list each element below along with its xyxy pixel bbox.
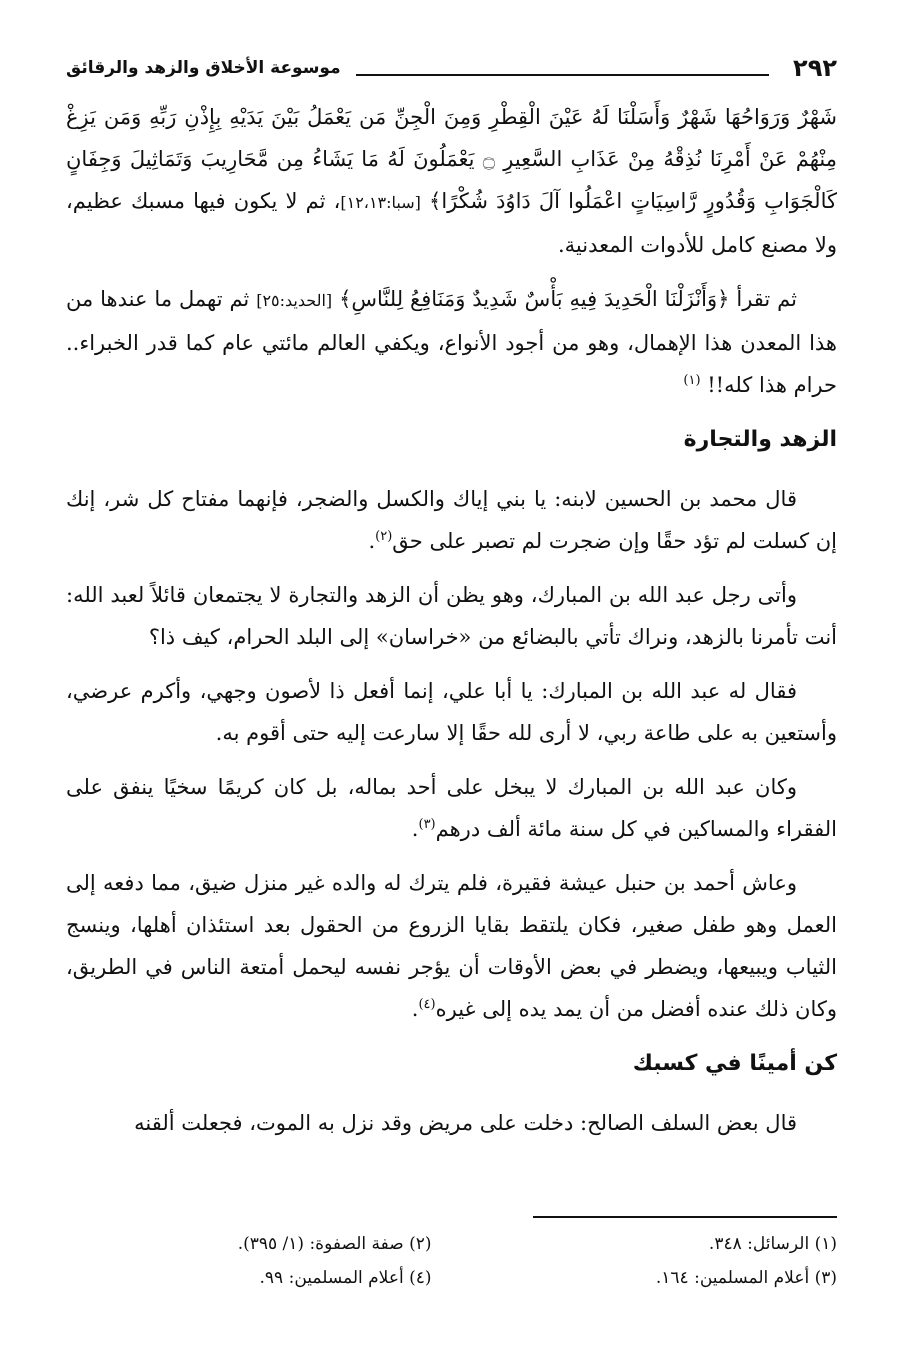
footnote-marker: (٢) [375,529,393,544]
paragraph-5: فقال له عبد الله بن المبارك: يا أبا علي، إنما أفعل ذا لأصون وجهي، وأكرم عرضي، وأستعين به على طاعة ربي، لا أرى لله حقًا إلا سارعت إليه حتى أقوم به. [66,679,837,745]
paragraph-text: وعاش أحمد بن حنبل عيشة فقيرة، فلم يترك له والده غير منزل ضيق، مما دفعه إلى العمل وهو طفل صغير، فكان يلتقط بقايا الزروع من الحقول بعد استئذان أهلها، وينسج الثياب ويبيعها، ويضطر في بعض الأوقات أن يؤجر نفسه ليحمل أمتعة الناس في الطريق، وكان ذلك عنده أفضل من أن يمد يده إلى غيره [66,871,837,1021]
verse-reference: [الحديد:٢٥] [256,291,333,310]
paragraph-text: ، ثم لا يكون فيها مسبك عظيم، ولا مصنع كامل للأدوات المعدنية. [66,189,837,257]
section-heading: الزهد والتجارة [683,427,837,452]
body-text [66,96,837,1156]
paragraph-6: وكان عبد الله بن المبارك لا يبخل على أحد بماله، بل كان كريمًا سخيًا ينفق على الفقراء والمساكين في كل سنة مائة ألف درهم$^{(٣)}$. [66,775,837,841]
footnote-rule [533,1216,837,1218]
paragraph-4: وأتى رجل عبد الله بن المبارك، وهو يظن أن الزهد والتجارة لا يجتمعان قائلاً لعبد الله: أنت تأمرنا بالزهد، ونراك تأتي بالبضائع من «خراسان» إلى البلد الحرام، كيف ذا؟ [66,583,837,649]
page-number: ٢٩٢ [793,54,837,82]
footnotes [66,1230,837,1292]
footnote-marker: (٣) [418,817,436,832]
quran-verse: ثم تقرأ ﴿وَأَنْزَلْنَا الْحَدِيدَ فِيهِ بَأْسٌ شَدِيدٌ وَمَنَافِعُ لِلنَّاسِ﴾ [339,287,797,311]
footnote-1: (١) الرسائل: ٣٤٨. [708,1234,837,1254]
quran-verse: شَهْرٌ وَرَوَاحُهَا شَهْرٌ وَأَسَلْنَا لَهُ عَيْنَ الْقِطْرِ وَمِنَ الْجِنِّ مَن يَعْمَلُ بَيْنَ يَدَيْهِ بِإِذْنِ رَبِّهِ وَمَن يَزِغْ مِنْهُمْ عَنْ أَمْرِنَا نُذِقْهُ مِنْ عَذَابِ السَّعِيرِ ۝ يَعْمَلُونَ لَهُ مَا يَشَاءُ مِن مَّحَارِيبَ وَتَمَاثِيلَ وَجِفَانٍ كَالْجَوَابِ وَقُدُورٍ رَّاسِيَاتٍ اعْمَلُوا آلَ دَاوُدَ شُكْرًا﴾ [66,105,837,213]
verse-reference: [سبا:١٢،١٣] [340,193,421,212]
footnote-marker: (٤) [418,997,436,1012]
paragraph-text: ثم تهمل ما عندها من هذا المعدن هذا الإهمال، وهو من أجود الأنواع، ويكفي العالم مائتي عام كما قدر الخبراء.. حرام هذا كله!! [66,287,837,397]
paragraph-1 [66,96,837,266]
paragraph-2 [66,278,837,406]
section-heading: كن أمينًا في كسبك [632,1051,837,1076]
header-rule [356,74,769,76]
paragraph-text: قال محمد بن الحسين لابنه: يا بني إياك والكسل والضجر، فإنهما مفتاح كل شر، إنك إن كسلت لم تؤد حقًا وإن ضجرت لم تصبر على حق [66,487,837,553]
paragraph-3: قال محمد بن الحسين لابنه: يا بني إياك والكسل والضجر، فإنهما مفتاح كل شر، إنك إن كسلت لم تؤد حقًا وإن ضجرت لم تصبر على حق$^{(٢)}$. [66,487,837,553]
paragraph-8: قال بعض السلف الصالح: دخلت على مريض وقد نزل به الموت، فجعلت ألقنه [134,1111,797,1135]
page-header [66,54,837,88]
footnote-4: (٤) أعلام المسلمين: ٩٩. [259,1268,432,1288]
footnote-marker: (١) [683,373,701,388]
running-title: موسوعة الأخلاق والزهد والرقائق [66,58,341,78]
footnote-2: (٢) صفة الصفوة: (١/ ٣٩٥). [237,1234,432,1254]
paragraph-text: وكان عبد الله بن المبارك لا يبخل على أحد بماله، بل كان كريمًا سخيًا ينفق على الفقراء والمساكين في كل سنة مائة ألف درهم [66,775,837,841]
paragraph-7: وعاش أحمد بن حنبل عيشة فقيرة، فلم يترك له والده غير منزل ضيق، مما دفعه إلى العمل وهو طفل صغير، فكان يلتقط بقايا الزروع من الحقول بعد استئذان أهلها، وينسج الثياب ويبيعها، ويضطر في بعض الأوقات أن يؤجر نفسه ليحمل أمتعة الناس في الطريق، وكان ذلك عنده أفضل من أن يمد يده إلى غيره$^{(٤)}$. [66,871,837,1021]
footnote-3: (٣) أعلام المسلمين: ١٦٤. [655,1268,837,1288]
